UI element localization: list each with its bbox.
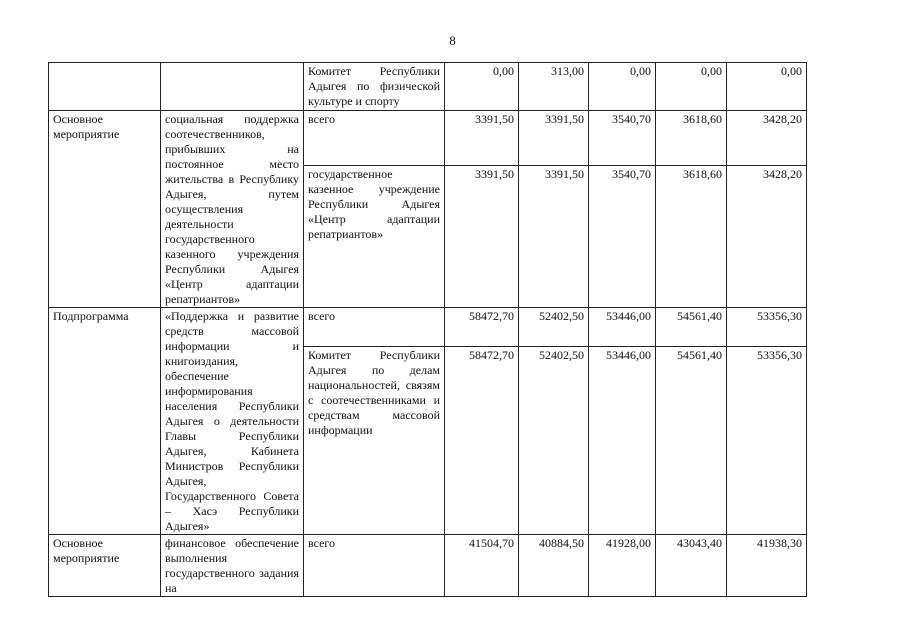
value-cell: 53356,30 xyxy=(727,346,807,534)
table-row xyxy=(49,308,807,347)
value-cell: 54561,40 xyxy=(656,308,727,347)
value-cell: 3428,20 xyxy=(727,165,807,307)
value-cell: 43043,40 xyxy=(656,535,727,597)
value-cell: 52402,50 xyxy=(519,346,589,534)
value-cell: 3618,60 xyxy=(656,165,727,307)
value-cell: 0,00 xyxy=(445,63,519,111)
value-cell: 3540,70 xyxy=(589,165,656,307)
value-cell: 41504,70 xyxy=(445,535,519,597)
budget-table xyxy=(48,62,807,597)
value-cell: 40884,50 xyxy=(519,535,589,597)
executor-cell: всего xyxy=(304,308,445,347)
value-cell: 41928,00 xyxy=(589,535,656,597)
value-cell: 3540,70 xyxy=(589,111,656,166)
table-row xyxy=(49,63,807,111)
value-cell: 53356,30 xyxy=(727,308,807,347)
value-cell: 3428,20 xyxy=(727,111,807,166)
type-cell xyxy=(49,63,161,111)
table-row xyxy=(49,111,807,166)
value-cell: 52402,50 xyxy=(519,308,589,347)
name-cell xyxy=(161,63,304,111)
value-cell: 3391,50 xyxy=(445,111,519,166)
value-cell: 313,00 xyxy=(519,63,589,111)
table-row xyxy=(49,535,807,597)
value-cell: 3391,50 xyxy=(519,111,589,166)
name-cell: «Поддержка и развитие средств массовой информации и книгоиздания, обеспечение информирования населения Республики Адыгея о деятельности Главы Республики Адыгея, Кабинета Министров Республики Адыгея, Государственного Совета – Хасэ Республики Адыгея» xyxy=(161,308,304,535)
executor-cell: Комитет Республики Адыгея по физической культуре и спорту xyxy=(304,63,445,111)
name-cell: финансовое обеспечение выполнения государственного задания на xyxy=(161,535,304,597)
executor-cell: всего xyxy=(304,535,445,597)
executor-cell: всего xyxy=(304,111,445,166)
value-cell: 0,00 xyxy=(589,63,656,111)
value-cell: 41938,30 xyxy=(727,535,807,597)
value-cell: 53446,00 xyxy=(589,346,656,534)
executor-cell: государственное казенное учреждение Республики Адыгея «Центр адаптации репатриантов» xyxy=(304,165,445,307)
value-cell: 3618,60 xyxy=(656,111,727,166)
executor-cell: Комитет Республики Адыгея по делам национальностей, связям с соотечественниками и средствам массовой информации xyxy=(304,346,445,534)
value-cell: 0,00 xyxy=(727,63,807,111)
value-cell: 58472,70 xyxy=(445,346,519,534)
name-cell: социальная поддержка соотечественников, прибывших на постоянное место жительства в Республику Адыгея, путем осуществления деятельности государственного казенного учреждения Республики Адыгея «Центр адаптации репатриантов» xyxy=(161,111,304,308)
value-cell: 0,00 xyxy=(656,63,727,111)
value-cell: 58472,70 xyxy=(445,308,519,347)
page-number: 8 xyxy=(449,33,456,48)
value-cell: 3391,50 xyxy=(445,165,519,307)
type-cell: Основное мероприятие xyxy=(49,111,161,308)
value-cell: 54561,40 xyxy=(656,346,727,534)
type-cell: Основное мероприятие xyxy=(49,535,161,597)
type-cell: Подпрограмма xyxy=(49,308,161,535)
value-cell: 53446,00 xyxy=(589,308,656,347)
value-cell: 3391,50 xyxy=(519,165,589,307)
